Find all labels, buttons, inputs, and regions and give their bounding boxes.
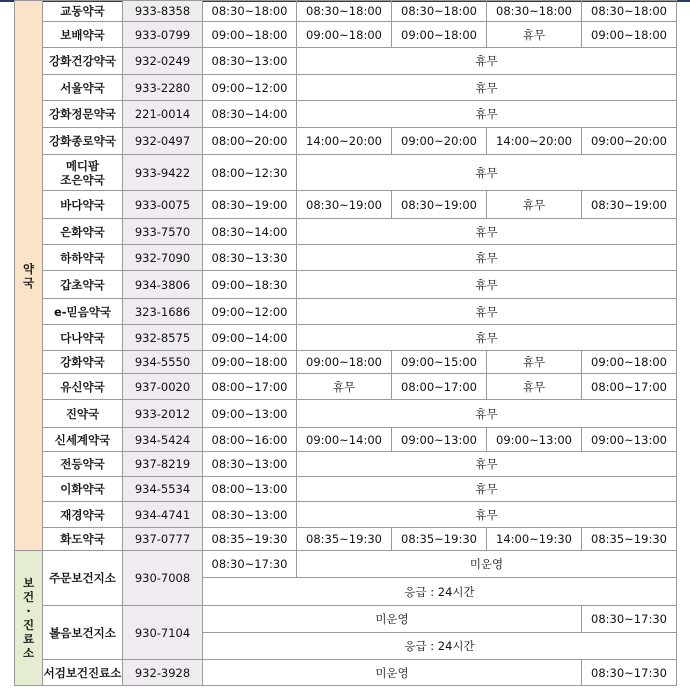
pharmacy-name: 강화건강약국: [43, 48, 123, 75]
pharmacy-row: [15, 191, 677, 219]
closed-cell: 휴무: [297, 48, 677, 75]
hours-cell: 09:00~13:00: [392, 428, 487, 452]
health-center-name: 서검보건진료소: [43, 660, 123, 686]
phone-number: 932-0249: [123, 48, 203, 75]
phone-number: 932-7090: [123, 245, 203, 271]
hours-cell: 08:30~17:30: [582, 660, 677, 686]
hours-cell: 08:00~17:00: [582, 374, 677, 400]
hours-cell: 09:00~18:00: [297, 22, 392, 48]
hours-cell: 14:00~20:00: [297, 128, 392, 155]
hours-cell: 09:00~14:00: [203, 325, 297, 351]
hours-cell: 09:00~13:00: [582, 428, 677, 452]
hours-cell: 14:00~19:30: [487, 528, 582, 551]
hours-cell: 08:30~13:00: [203, 48, 297, 75]
hours-cell: 휴무: [487, 374, 582, 400]
phone-number: 933-9422: [123, 155, 203, 191]
closed-cell: 휴무: [297, 477, 677, 502]
hours-cell: 08:30~13:30: [203, 245, 297, 271]
phone-number: 933-8358: [123, 1, 203, 22]
phone-number: 932-0497: [123, 128, 203, 155]
closed-cell: 휴무: [297, 219, 677, 245]
hours-cell: 08:30~14:00: [203, 101, 297, 128]
phone-number: 937-0777: [123, 528, 203, 551]
closed-cell: 휴무: [297, 155, 677, 191]
hours-cell: 09:00~15:00: [392, 351, 487, 374]
hours-cell: 08:30~17:30: [582, 606, 677, 633]
pharmacy-name: 하하약국: [43, 245, 123, 271]
hours-cell: 14:00~20:00: [487, 128, 582, 155]
pharmacy-name: 강화정문약국: [43, 101, 123, 128]
health-center-row: [15, 606, 677, 633]
pharmacy-row: [15, 219, 677, 245]
pharmacy-row: [15, 502, 677, 528]
health-center-name: 볼음보건지소: [43, 606, 123, 660]
phone-number: 933-0075: [123, 191, 203, 219]
hours-cell: 08:30~18:00: [487, 1, 582, 22]
pharmacy-category-label-char: 약: [22, 261, 35, 276]
hours-cell: 08:00~13:00: [203, 477, 297, 502]
closed-cell: 미운영: [203, 660, 582, 686]
health-category-label-char: 건: [22, 590, 35, 604]
closed-cell: 미운영: [203, 606, 582, 633]
pharmacy-row: [15, 22, 677, 48]
pharmacy-row: [15, 299, 677, 325]
hours-cell: 08:00~20:00: [203, 128, 297, 155]
phone-number: 933-0799: [123, 22, 203, 48]
hours-cell: 08:30~13:00: [203, 452, 297, 477]
closed-cell: 휴무: [297, 400, 677, 428]
phone-number: 934-4741: [123, 502, 203, 528]
hours-cell: 09:00~18:30: [203, 271, 297, 299]
pharmacy-row: [15, 477, 677, 502]
hours-cell: 08:00~12:30: [203, 155, 297, 191]
hours-cell: 08:35~19:30: [582, 528, 677, 551]
hours-cell: 08:30~18:00: [203, 1, 297, 22]
phone-number: 937-8219: [123, 452, 203, 477]
pharmacy-name: 강화종로약국: [43, 128, 123, 155]
phone-number: 323-1686: [123, 299, 203, 325]
hours-cell: 08:30~17:30: [203, 551, 297, 578]
closed-cell: 휴무: [297, 299, 677, 325]
hours-cell: 08:30~19:00: [203, 191, 297, 219]
health-category-label: [15, 551, 43, 686]
health-center-row: [15, 660, 677, 686]
pharmacy-name: 화도약국: [43, 528, 123, 551]
closed-cell: 휴무: [297, 75, 677, 101]
phone-number: 933-7570: [123, 219, 203, 245]
hours-cell: 08:30~13:00: [203, 502, 297, 528]
hours-cell: 08:00~17:00: [203, 374, 297, 400]
hours-cell: 08:00~16:00: [203, 428, 297, 452]
pharmacy-name-line: 조은약국: [60, 172, 105, 187]
pharmacy-name: 서울약국: [43, 75, 123, 101]
emergency-cell: 응급 : 24시간: [203, 633, 677, 660]
health-center-row: [15, 551, 677, 578]
closed-cell: 휴무: [297, 502, 677, 528]
pharmacy-row: [15, 351, 677, 374]
hours-cell: 09:00~14:00: [297, 428, 392, 452]
phone-number: 934-5424: [123, 428, 203, 452]
pharmacy-name: 재경약국: [43, 502, 123, 528]
pharmacy-row: [15, 155, 677, 191]
pharmacy-name: 진약국: [43, 400, 123, 428]
hours-cell: 08:30~19:00: [297, 191, 392, 219]
phone-number: 937-0020: [123, 374, 203, 400]
pharmacy-row: [15, 75, 677, 101]
hours-cell: 09:00~13:00: [203, 400, 297, 428]
phone-number: 933-2012: [123, 400, 203, 428]
hours-cell: 09:00~13:00: [487, 428, 582, 452]
hours-cell: 08:35~19:30: [297, 528, 392, 551]
phone-number: 934-3806: [123, 271, 203, 299]
pharmacy-name: 보배약국: [43, 22, 123, 48]
pharmacy-row: [15, 528, 677, 551]
closed-cell: 휴무: [297, 271, 677, 299]
hours-cell: 휴무: [297, 374, 392, 400]
pharmacy-name-line: 메디팜: [65, 158, 100, 173]
pharmacy-name: 바다약국: [43, 191, 123, 219]
phone-number: 930-7104: [123, 606, 203, 660]
phone-number: 932-8575: [123, 325, 203, 351]
hours-cell: 09:00~18:00: [582, 351, 677, 374]
hours-cell: 09:00~12:00: [203, 299, 297, 325]
hours-cell: 09:00~18:00: [297, 351, 392, 374]
pharmacy-row: [15, 101, 677, 128]
phone-number: 934-5534: [123, 477, 203, 502]
hours-cell: 08:30~14:00: [203, 219, 297, 245]
hours-cell: 09:00~12:00: [203, 75, 297, 101]
pharmacy-row: [15, 400, 677, 428]
health-category-label-char: ·: [26, 604, 31, 618]
hours-cell: 08:00~17:00: [392, 374, 487, 400]
hours-cell: 09:00~18:00: [392, 22, 487, 48]
pharmacy-row: [15, 1, 677, 22]
hours-cell: 09:00~18:00: [203, 351, 297, 374]
phone-number: 934-5550: [123, 351, 203, 374]
pharmacy-row: [15, 271, 677, 299]
pharmacy-name: 유신약국: [43, 374, 123, 400]
hours-cell: 08:30~18:00: [297, 1, 392, 22]
hours-cell: 휴무: [487, 191, 582, 219]
pharmacy-name: 강화약국: [43, 351, 123, 374]
pharmacy-row: [15, 452, 677, 477]
pharmacy-name: 이화약국: [43, 477, 123, 502]
hours-cell: 08:30~19:00: [392, 191, 487, 219]
pharmacy-schedule-table: [14, 0, 677, 686]
closed-cell: 휴무: [297, 245, 677, 271]
pharmacy-row: [15, 374, 677, 400]
pharmacy-name: 전등약국: [43, 452, 123, 477]
emergency-cell: 응급 : 24시간: [203, 578, 677, 606]
hours-cell: 휴무: [487, 22, 582, 48]
hours-cell: 08:30~18:00: [392, 1, 487, 22]
pharmacy-name: 교동약국: [43, 1, 123, 22]
pharmacy-category-label-char: 국: [22, 275, 35, 290]
pharmacy-category-label: [15, 1, 43, 551]
pharmacy-name: 갑초약국: [43, 271, 123, 299]
hours-cell: 09:00~20:00: [392, 128, 487, 155]
hours-cell: 09:00~18:00: [203, 22, 297, 48]
hours-cell: 08:35~19:30: [392, 528, 487, 551]
closed-cell: 휴무: [297, 325, 677, 351]
phone-number: 930-7008: [123, 551, 203, 606]
closed-cell: 미운영: [297, 551, 677, 578]
phone-number: 221-0014: [123, 101, 203, 128]
phone-number: 932-3928: [123, 660, 203, 686]
pharmacy-name: [43, 155, 123, 191]
hours-cell: 09:00~20:00: [582, 128, 677, 155]
pharmacy-name: e-믿음약국: [43, 299, 123, 325]
pharmacy-row: [15, 48, 677, 75]
hours-cell: 휴무: [487, 351, 582, 374]
health-category-label-char: 료: [22, 632, 35, 646]
hours-cell: 08:30~19:00: [582, 191, 677, 219]
pharmacy-row: [15, 245, 677, 271]
pharmacy-row: [15, 428, 677, 452]
pharmacy-name: 신세계약국: [43, 428, 123, 452]
pharmacy-row: [15, 325, 677, 351]
pharmacy-row: [15, 128, 677, 155]
pharmacy-name: 다나약국: [43, 325, 123, 351]
hours-cell: 09:00~18:00: [582, 22, 677, 48]
hours-cell: 08:35~19:30: [203, 528, 297, 551]
closed-cell: 휴무: [297, 101, 677, 128]
health-category-label-char: 소: [22, 646, 35, 660]
pharmacy-name: 은화약국: [43, 219, 123, 245]
health-category-label-char: 진: [22, 618, 35, 632]
phone-number: 933-2280: [123, 75, 203, 101]
health-category-label-char: 보: [22, 576, 35, 590]
closed-cell: 휴무: [297, 452, 677, 477]
health-center-name: 주문보건지소: [43, 551, 123, 606]
hours-cell: 08:30~18:00: [582, 1, 677, 22]
